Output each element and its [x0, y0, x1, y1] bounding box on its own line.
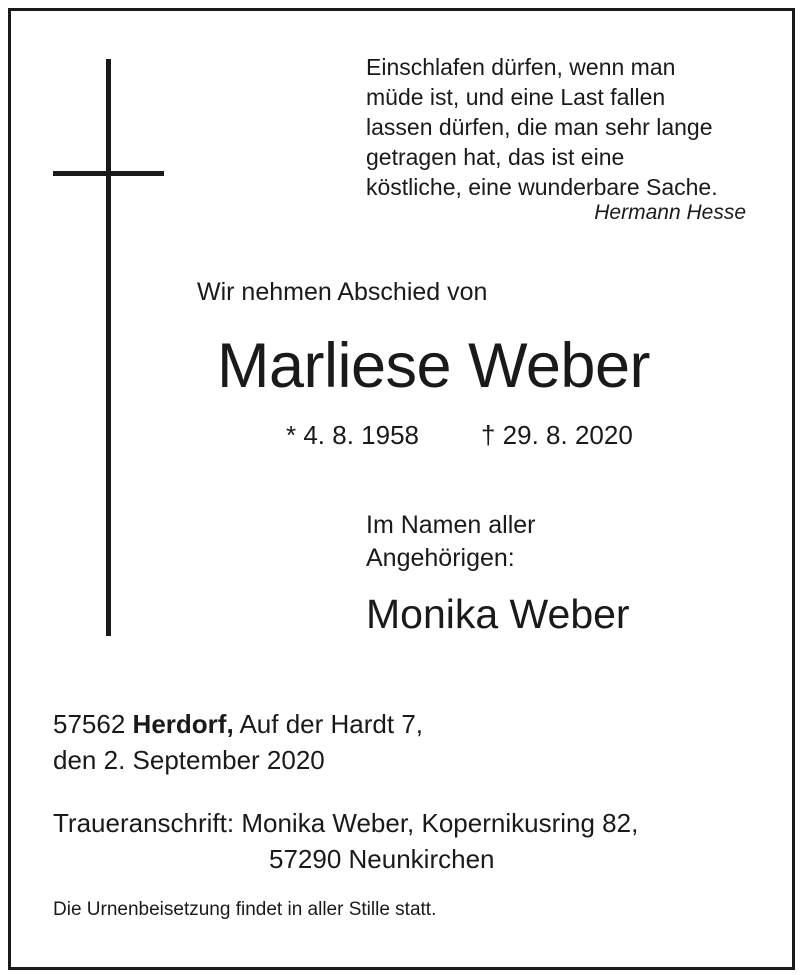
address-block [53, 706, 423, 778]
quote-author: Hermann Hesse [594, 201, 746, 224]
quote-line: müde ist, und eine Last fallen [366, 84, 666, 110]
death-date: † 29. 8. 2020 [481, 420, 633, 450]
cross-icon-horizontal [53, 171, 164, 176]
address-street: Auf der Hardt 7, [239, 709, 424, 739]
mourning-label: Traueranschrift: [53, 808, 235, 838]
family-label [366, 509, 536, 575]
cross-icon-vertical [106, 59, 111, 636]
address-city: Herdorf, [132, 709, 234, 739]
family-label-line: Angehörigen: [366, 544, 515, 572]
mourning-address [53, 808, 638, 839]
quote [366, 52, 718, 202]
mourning-line1: Monika Weber, Kopernikusring 82, [241, 808, 639, 838]
quote-line: Einschlafen dürfen, wenn man [366, 54, 676, 80]
intro-text: Wir nehmen Abschied von [197, 278, 488, 306]
deceased-name: Marliese Weber [217, 331, 650, 401]
address-line [53, 706, 423, 742]
quote-line: getragen hat, das ist eine [366, 144, 625, 170]
birth-date: * 4. 8. 1958 [286, 420, 419, 450]
address-postcode: 57562 [53, 709, 126, 739]
family-name: Monika Weber [366, 591, 630, 637]
mourning-line2: 57290 Neunkirchen [269, 844, 495, 874]
date-line: den 2. September 2020 [53, 745, 325, 775]
burial-note: Die Urnenbeisetzung findet in aller Stille statt. [53, 899, 437, 920]
quote-line: lassen dürfen, die man sehr lange [366, 114, 713, 140]
quote-line: köstliche, eine wunderbare Sache. [366, 174, 718, 200]
family-label-line: Im Namen aller [366, 511, 536, 539]
